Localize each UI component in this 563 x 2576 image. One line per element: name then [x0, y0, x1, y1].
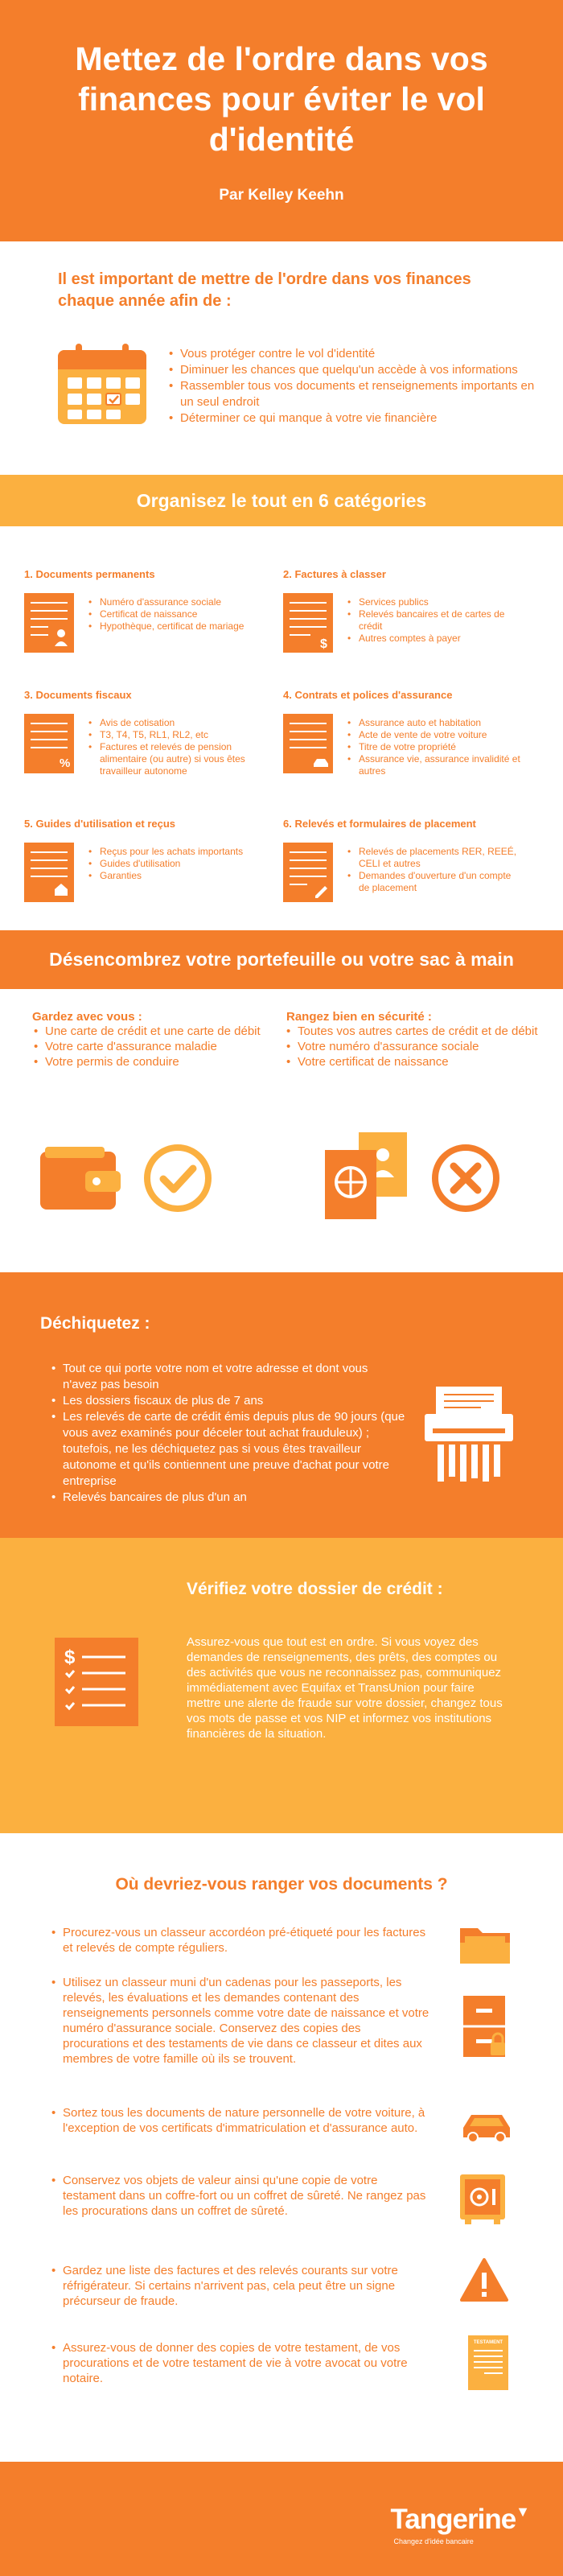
- category-title: 2. Factures à classer: [283, 568, 386, 580]
- storage-item: [51, 2340, 429, 2386]
- list-item: • Sortez tous les documents de nature personnelle de votre voiture, à l'exception de vos certificats d'immatriculation et d'assurance auto.: [51, 2105, 429, 2136]
- category-bullets: [88, 717, 265, 777]
- list-item: • Titre de votre propriété: [347, 741, 524, 753]
- store-bullets: [286, 1024, 544, 1070]
- checkmark-icon: [142, 1142, 214, 1214]
- svg-text:%: %: [60, 756, 71, 770]
- list-item: • Avis de cotisation: [88, 717, 265, 729]
- no-icon: [429, 1142, 502, 1214]
- intro-bullet-list: [169, 346, 547, 427]
- storage-heading: Où devriez-vous ranger vos documents ?: [115, 1875, 448, 1894]
- wallet-icon: [40, 1147, 121, 1211]
- list-item: • Relevés bancaires et de cartes de crédit: [347, 608, 524, 633]
- category-title: 5. Guides d'utilisation et reçus: [24, 818, 176, 830]
- category-bullets: [347, 846, 524, 902]
- category-title: 1. Documents permanents: [24, 568, 155, 580]
- intro-section: [0, 241, 563, 475]
- storage-item: [51, 1975, 429, 2067]
- category-bullets: [88, 596, 244, 653]
- list-item: • Reçus pour les achats importants: [88, 846, 243, 858]
- folder-icon: [460, 1923, 510, 1964]
- page-title: Mettez de l'ordre dans vos finances pour éviter le vol d'identité: [75, 40, 488, 158]
- shred-heading: Déchiquetez :: [40, 1314, 150, 1333]
- list-item: • Rassembler tous vos documents et renseignements importants en un seul endroit: [169, 378, 547, 410]
- brand-tagline: Changez d'idée bancaire: [393, 2537, 474, 2545]
- list-item: • Demandes d'ouverture d'un compte de placement: [347, 870, 524, 894]
- category-bullets: [347, 717, 524, 777]
- credit-section: [0, 1538, 563, 1833]
- list-item: • Utilisez un classeur muni d'un cadenas pour les passeports, les relevés, les évaluations et les demandes contenant des renseignements personnels comme votre date de naissance et votre numéro d'assurance sociale. Conservez des copies des procurations et des testaments de vie dans ce classeur et dites aux membres de votre famille où ils se trouvent.: [51, 1975, 429, 2067]
- list-item: • Déterminer ce qui manque à votre vie financière: [169, 410, 547, 427]
- list-item: • Certificat de naissance: [88, 608, 244, 620]
- footer: [0, 2462, 563, 2576]
- author-byline: Par Kelley Keehn: [219, 187, 344, 204]
- list-item: • Tout ce qui porte votre nom et votre adresse et dont vous n'avez pas besoin: [51, 1361, 405, 1393]
- svg-text:$: $: [64, 1647, 76, 1668]
- wallet-heading: Désencombrez votre portefeuille ou votre sac à main: [0, 930, 563, 989]
- list-item: • T3, T4, T5, RL1, RL2, etc: [88, 729, 265, 741]
- list-item: • Factures et relevés de pension alimentaire (ou autre) si vous êtes travailleur autonome: [88, 741, 265, 777]
- credit-report-icon: [55, 1638, 138, 1726]
- list-item: • Autres comptes à payer: [347, 633, 524, 645]
- list-item: • Assurance auto et habitation: [347, 717, 524, 729]
- calendar-icon: [53, 341, 151, 427]
- list-item: • Gardez une liste des factures et des relevés courants sur votre réfrigérateur. Si certains n'arrivent pas, cela peut être un signe précurseur de fraude.: [51, 2263, 429, 2309]
- credit-body: Assurez-vous que tout est en ordre. Si vous voyez des demandes de renseignements, des prêts, des comptes ou des activités que vous ne reconnaissez pas, communiquez immédiatement avec Equifax et TransUnion pour faire mettre une alerte de fraude sur votre dossier, changez tous vos mots de passe et vos NIP et informez vos institutions financières de la situation.: [187, 1635, 503, 1741]
- intro-heading: Il est important de mettre de l'ordre dans vos finances chaque année afin de :: [58, 270, 471, 310]
- category-title: 3. Documents fiscaux: [24, 689, 132, 701]
- list-item: • Relevés de placements RER, REEÉ, CELI et autres: [347, 846, 524, 870]
- category-bullets: [347, 596, 524, 653]
- pen-document-icon: [283, 843, 333, 902]
- category-item: [24, 818, 265, 902]
- car-document-icon: [283, 714, 333, 773]
- list-item: • Procurez-vous un classeur accordéon pré-étiqueté pour les factures et relevés de compte réguliers.: [51, 1925, 429, 1956]
- list-item: • Diminuer les chances que quelqu'un accède à vos informations: [169, 362, 547, 378]
- categories-heading: Organisez le tout en 6 catégories: [0, 475, 563, 526]
- storage-item: [51, 2263, 429, 2309]
- list-item: • Services publics: [347, 596, 524, 608]
- category-item: [24, 568, 265, 653]
- list-item: • Acte de vente de votre voiture: [347, 729, 524, 741]
- list-item: • Hypothèque, certificat de mariage: [88, 620, 244, 633]
- shred-section: [0, 1272, 563, 1538]
- car-icon: [460, 2108, 513, 2142]
- credit-heading: Vérifiez votre dossier de crédit :: [187, 1580, 443, 1598]
- category-item: [24, 689, 265, 777]
- list-item: • Votre certificat de naissance: [286, 1054, 544, 1070]
- list-item: • Votre numéro d'assurance sociale: [286, 1039, 544, 1054]
- svg-text:$: $: [320, 637, 327, 651]
- percent-document-icon: [24, 714, 74, 773]
- list-item: • Votre carte d'assurance maladie: [34, 1039, 290, 1054]
- person-document-icon: [24, 593, 74, 653]
- brand-name: Tangerine: [390, 2504, 516, 2535]
- list-item: • Relevés bancaires de plus d'un an: [51, 1490, 405, 1506]
- list-item: • Numéro d'assurance sociale: [88, 596, 244, 608]
- list-item: • Assurance vie, assurance invalidité et autres: [347, 753, 524, 777]
- logo-mark-icon: ▼: [516, 2504, 529, 2520]
- testament-label: TESTAMENT: [473, 2340, 503, 2345]
- safe-icon: [460, 2174, 505, 2224]
- storage-item: [51, 1925, 429, 1956]
- shredder-icon: [425, 1387, 513, 1483]
- list-item: • Toutes vos autres cartes de crédit et de débit: [286, 1024, 544, 1039]
- header: [0, 0, 563, 241]
- locked-cabinet-icon: [460, 1996, 508, 2060]
- dollar-document-icon: [283, 593, 333, 653]
- list-item: • Une carte de crédit et une carte de débit: [34, 1024, 290, 1039]
- list-item: • Les relevés de carte de crédit émis depuis plus de 90 jours (que vous avez examinés pour déceler tout achat frauduleux) ; toutefois, ne les déchiquetez pas si vous êtes travailleur autonome et qu'ils contiennent une preuve d'achat pour votre entreprise: [51, 1409, 405, 1490]
- shred-bullets: [51, 1361, 405, 1506]
- documents-icon: [325, 1132, 413, 1219]
- warning-icon: [460, 2258, 508, 2303]
- keep-column: [32, 1010, 290, 1070]
- list-item: • Guides d'utilisation: [88, 858, 243, 870]
- storage-item: [51, 2173, 429, 2219]
- list-item: • Garanties: [88, 870, 243, 882]
- tangerine-logo[interactable]: [391, 2504, 530, 2545]
- category-item: [283, 818, 524, 902]
- category-item: [283, 689, 524, 777]
- keep-bullets: [34, 1024, 290, 1070]
- store-title: Rangez bien en sécurité :: [286, 1010, 432, 1024]
- store-column: [286, 1010, 544, 1070]
- list-item: • Conservez vos objets de valeur ainsi qu'une copie de votre testament dans un coffre-fort ou un coffret de sûreté. Ne rangez pas les procurations dans un coffret de sûreté.: [51, 2173, 429, 2219]
- testament-icon: [468, 2335, 508, 2390]
- category-title: 6. Relevés et formulaires de placement: [283, 818, 476, 830]
- list-item: • Assurez-vous de donner des copies de votre testament, de vos procurations et de votre testament de vie à votre avocat ou votre notaire.: [51, 2340, 429, 2386]
- list-item: • Vous protéger contre le vol d'identité: [169, 346, 547, 362]
- categories-section: [0, 526, 563, 930]
- list-item: • Votre permis de conduire: [34, 1054, 290, 1070]
- storage-item: [51, 2105, 429, 2136]
- keep-title: Gardez avec vous :: [32, 1010, 142, 1024]
- list-item: • Les dossiers fiscaux de plus de 7 ans: [51, 1393, 405, 1409]
- house-document-icon: [24, 843, 74, 902]
- category-item: [283, 568, 524, 653]
- category-title: 4. Contrats et polices d'assurance: [283, 689, 453, 701]
- category-bullets: [88, 846, 243, 902]
- wallet-section: [0, 989, 563, 1272]
